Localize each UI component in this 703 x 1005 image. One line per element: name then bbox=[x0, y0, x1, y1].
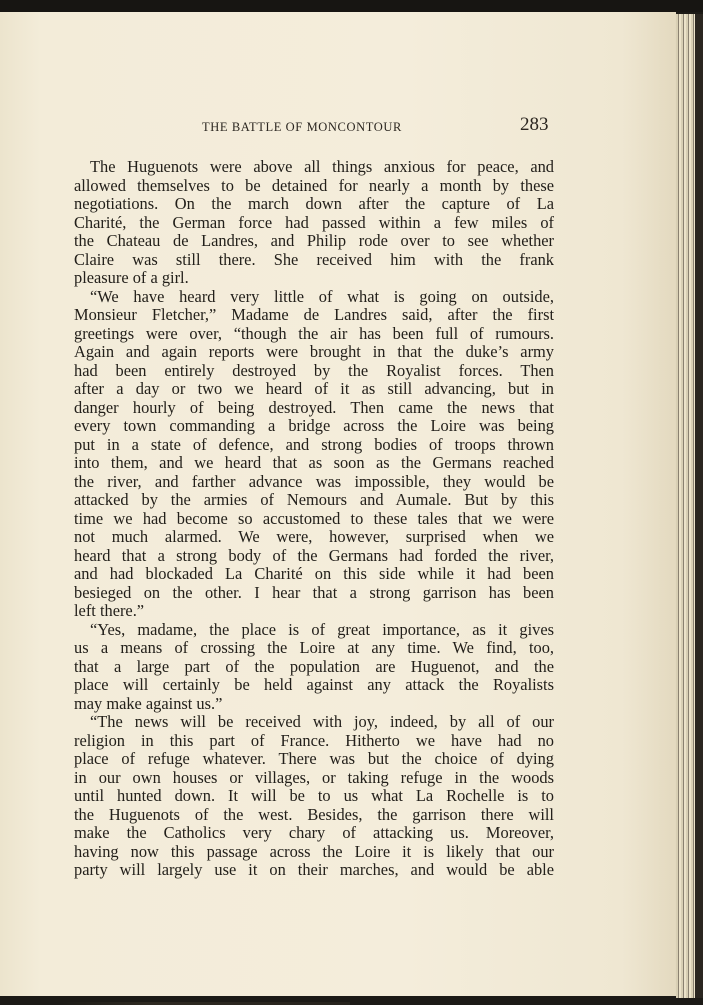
text-line: Claire was still there. She received him with the frank bbox=[74, 249, 554, 269]
text-line: greetings were over, “though the air has been full of rumours. bbox=[74, 323, 554, 343]
text-line: Monsieur Fletcher,” Madame de Landres said, after the first bbox=[74, 305, 554, 324]
text-line: after a day or two we heard of it as still advancing, but in bbox=[74, 379, 554, 398]
text-line: The Huguenots were above all things anxious for peace, and bbox=[90, 157, 554, 176]
text-line: until hunted down. It will be to us what La Rochelle is to bbox=[74, 786, 554, 805]
text-line: may make against us.” bbox=[74, 693, 223, 713]
text-line: party will largely use it on their marches, and would be able bbox=[74, 860, 554, 879]
text-line: time we had become so accustomed to these tales that we were bbox=[74, 508, 554, 528]
text-line: that a large part of the population are Huguenot, and the bbox=[74, 656, 554, 676]
text-line: us a means of crossing the Loire at any time. We find, too, bbox=[74, 638, 554, 657]
text-line: into them, and we heard that as soon as the Germans reached bbox=[74, 453, 554, 472]
page-number: 283 bbox=[520, 114, 549, 135]
text-line: negotiations. On the march down after the capture of La bbox=[74, 194, 554, 213]
text-line: in our own houses or villages, or taking refuge in the woods bbox=[74, 767, 554, 787]
text-line: “We have heard very little of what is going on outside, bbox=[90, 286, 554, 306]
text-line: danger hourly of being destroyed. Then came the news that bbox=[74, 397, 554, 417]
top-edge bbox=[0, 0, 703, 12]
text-line: religion in this part of France. Hitherto we have had no bbox=[74, 730, 554, 750]
text-line: make the Catholics very chary of attacking us. Moreover, bbox=[74, 823, 554, 842]
text-line: having now this passage across the Loire it is likely that our bbox=[74, 841, 554, 861]
body-text bbox=[74, 158, 554, 880]
text-line: the river, and farther advance was impossible, they would be bbox=[74, 471, 554, 491]
text-line: place will certainly be held against any attack the Royalists bbox=[74, 675, 554, 694]
book-page bbox=[0, 12, 676, 996]
page-header bbox=[0, 110, 676, 134]
text-line: not much alarmed. We were, however, surprised when we bbox=[74, 527, 554, 546]
running-head: THE BATTLE OF MONCONTOUR bbox=[202, 120, 402, 134]
text-line: and had blockaded La Charité on this side while it had been bbox=[74, 564, 554, 583]
text-line: put in a state of defence, and strong bodies of troops thrown bbox=[74, 434, 554, 454]
text-line: Charité, the German force had passed within a few miles of bbox=[74, 212, 554, 232]
text-line: allowed themselves to be detained for nearly a month by these bbox=[74, 175, 554, 195]
text-line: besieged on the other. I hear that a strong garrison has been bbox=[74, 582, 554, 602]
text-line: attacked by the armies of Nemours and Aumale. But by this bbox=[74, 490, 554, 509]
text-line: left there.” bbox=[74, 601, 145, 620]
text-line: place of refuge whatever. There was but the choice of dying bbox=[74, 749, 554, 768]
text-line: every town commanding a bridge across the Loire was being bbox=[74, 416, 554, 435]
text-line: heard that a strong body of the Germans had forded the river, bbox=[74, 545, 554, 565]
text-line: had been entirely destroyed by the Royalist forces. Then bbox=[74, 360, 554, 380]
page-edges bbox=[676, 14, 703, 998]
text-line: “The news will be received with joy, indeed, by all of our bbox=[90, 712, 554, 731]
text-line: the Huguenots of the west. Besides, the garrison there will bbox=[74, 804, 554, 824]
text-line: Again and again reports were brought in that the duke’s army bbox=[74, 342, 554, 361]
text-line: pleasure of a girl. bbox=[74, 268, 189, 287]
text-line: the Chateau de Landres, and Philip rode over to see whether bbox=[74, 231, 554, 250]
text-line: “Yes, madame, the place is of great importance, as it gives bbox=[90, 619, 554, 639]
